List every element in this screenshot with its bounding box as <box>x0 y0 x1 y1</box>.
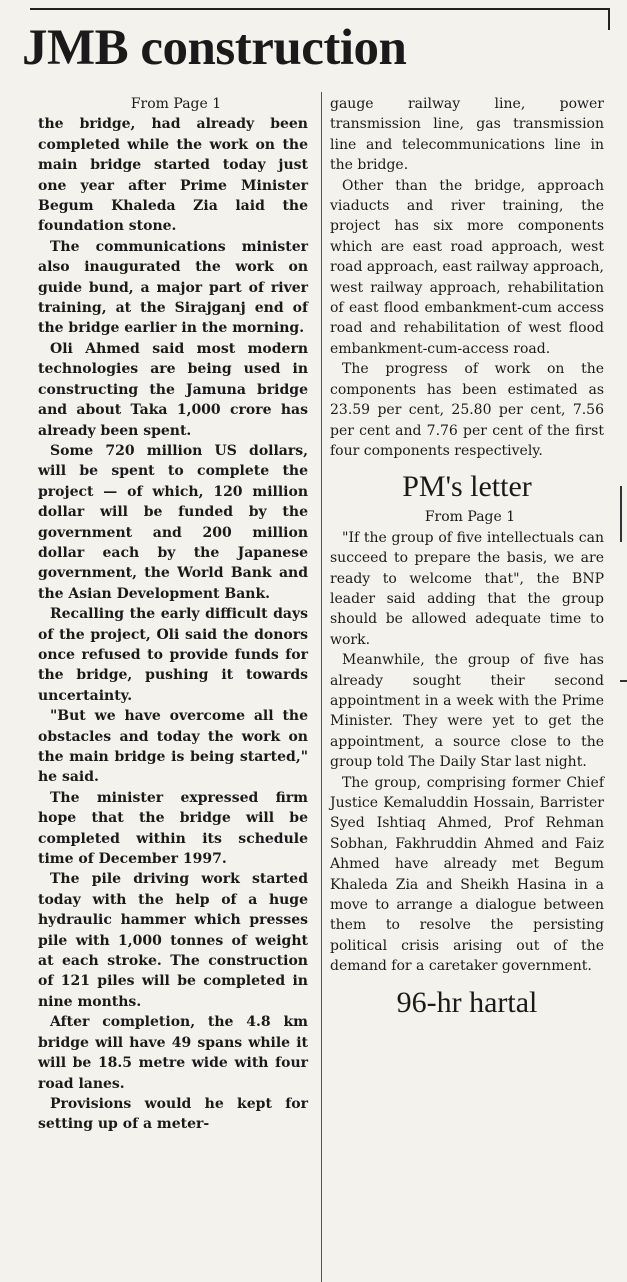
article-paragraph: Some 720 million US dollars, will be spent to complete the project — of which, 120 million dollar will be funded by the government and 200 million dollar each by the Japanese government, the World Bank and the Asian Development Bank. <box>38 442 308 602</box>
article-paragraph: The group, comprising former Chief Justice Kemaluddin Hossain, Barrister Syed Ishtiaq Ahmed, Prof Rehman Sobhan, Fakhruddin Ahmed and Faiz Ahmed have already met Begum Khaleda Zia and Sheikh Hasina in a move to arrange a dialogue between them to resolve the persisting political crisis arising out of the demand for a caretaker government. <box>330 774 604 975</box>
article-paragraph: gauge railway line, power transmission line, gas transmission line and telecommunications line in the bridge. <box>330 96 604 174</box>
article-paragraph: Other than the bridge, approach viaducts and river training, the project has six more components which are east road approach, west road approach, east railway approach, west railway approach, rehabilitation of east flood embankment-cum access road and rehabilitation of west flood embankment-cum-access road. <box>330 177 604 357</box>
left-column <box>38 94 308 1135</box>
hartal-title: 96-hr hartal <box>396 985 538 1019</box>
article-paragraph: The minister expressed firm hope that the bridge will be completed within its schedule time of December 1997. <box>38 789 308 868</box>
article-paragraph: After completion, the 4.8 km bridge will have 49 spans while it will be 18.5 metre wide with four road lanes. <box>38 1014 308 1092</box>
pm-letter-title: PM's letter <box>402 470 532 504</box>
article-paragraph: Provisions would he kept for setting up of a meter- <box>38 1095 308 1133</box>
edge-mark <box>620 680 627 682</box>
edge-mark <box>620 486 622 542</box>
top-rule <box>30 8 610 10</box>
article-paragraph: The pile driving work started today with the help of a huge hydraulic hammer which presses pile with 1,000 tonnes of weight at each stroke. The construction of 121 piles will be completed in nine months. <box>38 871 308 1010</box>
article-paragraph: The progress of work on the components has been estimated as 23.59 per cent, 25.80 per cent, 7.56 per cent and 7.76 per cent of the first four components respectively. <box>330 361 604 459</box>
from-page-label: From Page 1 <box>424 509 516 526</box>
article-paragraph: "But we have overcome all the obstacles and today the work on the main bridge is being started," he said. <box>38 708 308 786</box>
article-paragraph: The communications minister also inaugurated the work on guide bund, a major part of river training, at the Sirajganj end of the bridge earlier in the morning. <box>38 238 308 337</box>
from-page-label: From Page 1 <box>130 96 222 112</box>
column-divider <box>321 92 322 1282</box>
article-paragraph: Oli Ahmed said most modern technologies are being used in constructing the Jamuna bridge and about Taka 1,000 crore has already been spent. <box>38 340 308 439</box>
headline: JMB construction <box>22 20 407 76</box>
article-paragraph: "If the group of five intellectuals can succeed to prepare the basis, we are ready to welcome that", the BNP leader said adding that the group should be allowed adequate time to work. <box>330 529 604 648</box>
article-paragraph: the bridge, had already been completed while the work on the main bridge started today just one year after Prime Minister Begum Khaleda Zia laid the foundation stone. <box>38 116 308 235</box>
article-paragraph: Recalling the early difficult days of the project, Oli said the donors once refused to provide funds for the bridge, pushing it towards uncertainty. <box>38 606 308 704</box>
article-paragraph: Meanwhile, the group of five has already sought their second appointment in a week with the Prime Minister. They were yet to get the appointment, a source close to the group told The Daily Star last night. <box>330 652 604 771</box>
right-column <box>330 94 604 1023</box>
